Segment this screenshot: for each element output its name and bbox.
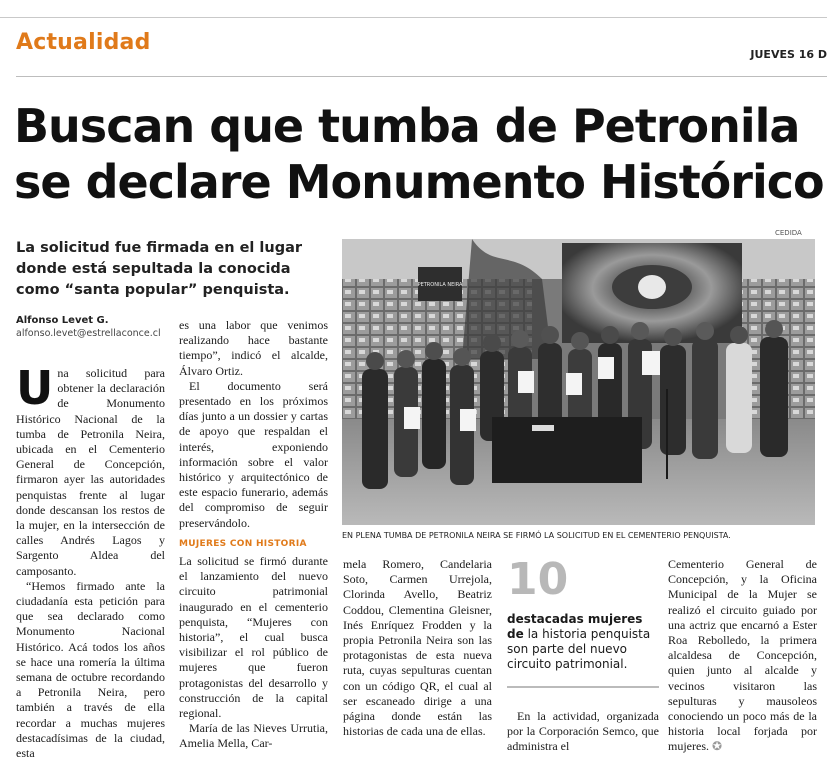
paragraph: María de las Nieves Urrutia, Amelia Mella, Car-: [179, 721, 328, 751]
deck-line-2: donde está sepultada la conocida: [16, 261, 291, 277]
section-label: Actualidad: [16, 30, 151, 55]
paragraph: es una labor que venimos realizando hace bastante tiempo”, indicó el alcalde, Álvaro Ortiz.: [179, 318, 328, 378]
paragraph: [16, 361, 165, 579]
cemetery-photo: [342, 239, 815, 525]
paragraph: mela Romero, Candelaria Soto, Carmen Urrejola, Clorinda Avello, Beatriz Coddou, Clementina Gleisner, Inés Enríquez Frodden y la propia Petronila Neira son las protagonistas de esta nueva ruta, cuyas sepulturas cuentan con un código QR, el cual al ser escaneado dirige a una página donde están las historias de cada una de ellas.: [343, 557, 492, 739]
paragraph: El documento será presentado en los próximos días junto a un dossier y cartas de apoyo que respaldan el interés, exponiendo información sobre el valor histórico y arquitectónico de este espacio funerario, además del compromiso de seguir preservándolo.: [179, 378, 328, 530]
headline: [14, 98, 824, 210]
paragraph: La solicitud se firmó durante el lanzamiento del nuevo circuito patrimonial inaugurado en el cementerio penquista, “Mujeres con historia”, el cual busca visibilizar el rol público de mujeres que fueron protagonistas del desarrollo y construcción de la capital regional.: [179, 554, 328, 721]
photo-illustration: [342, 239, 815, 525]
author-email[interactable]: alfonso.levet@estrellaconce.cl: [16, 328, 161, 339]
memorial-sign-text: PETRONILA NEIRA: [417, 282, 463, 288]
headline-line-1: Buscan que tumba de Petronila: [14, 99, 800, 153]
drop-cap: U: [16, 361, 54, 415]
header-rule: [16, 76, 827, 77]
end-mark-icon: ✪: [712, 739, 723, 754]
column-2: [179, 318, 328, 752]
signing-table: [492, 417, 642, 483]
author-name: Alfonso Levet G.: [16, 315, 109, 326]
column-5: [668, 557, 817, 755]
fact-box: [507, 612, 659, 672]
photo-credit: CEDIDA: [775, 229, 802, 237]
paragraph: En la actividad, organizada por la Corporación Semco, que administra el: [507, 709, 659, 754]
deck: [16, 238, 326, 301]
column-3: [343, 557, 492, 739]
paragraph-text: na solicitud para obtener la declaración de Monumento Histórico Nacional de la tumba de Petronila Neira, ubicada en el Cementerio General de Concepción, firmaron ayer las autoridades penquistas frente al lugar donde descansan los restos de la mujer, en la intersección de calles Andrés Lagos y Sargento Aldea del camposanto.: [16, 366, 165, 578]
subhead: MUJERES CON HISTORIA: [179, 538, 307, 549]
paragraph: [668, 557, 817, 755]
deck-line-1: La solicitud fue firmada en el lugar: [16, 240, 303, 256]
column-4: [507, 709, 659, 755]
headline-line-2: se declare Monumento Histórico: [14, 155, 824, 209]
fact-number: 10: [507, 554, 569, 605]
fact-rule: [507, 686, 659, 688]
paragraph: “Hemos firmado ante la ciudadanía esta petición para que sea declarado como Monumento Nacional Histórico. Acá todos los años se hace una romería la última semana de octubre recordando a Petronila Neira, pero también a través de ella recordar a muchas mujeres destacadísimas de la ciudad, esta: [16, 578, 165, 761]
fact-bold-text: destacadas mujeres de: [507, 612, 643, 641]
fact-text: la historia penquista son parte del nuevo circuito patrimonial.: [507, 627, 651, 671]
signing-papers: [532, 425, 554, 431]
mural-eye-center: [638, 275, 666, 299]
date-label: JUEVES 16 D: [750, 48, 827, 61]
column-1: [16, 361, 165, 761]
deck-line-3: como “santa popular” penquista.: [16, 282, 290, 298]
photo-caption: EN PLENA TUMBA DE PETRONILA NEIRA SE FIRMÓ LA SOLICITUD EN EL CEMENTERIO PENQUISTA.: [342, 531, 731, 540]
paragraph-text: Cementerio General de Concepción, y la Oficina Municipal de la Mujer se realizó el circuito guiado por una actriz que encarnó a Ester Roa Rebolledo, la primera alcaldesa de Concepción, quien junto al alcalde y vecinos visitaron las sepulturas y mausoleos conociendo un poco más de la historia local forjada por mujeres.: [668, 557, 817, 754]
top-rule: [0, 17, 827, 18]
